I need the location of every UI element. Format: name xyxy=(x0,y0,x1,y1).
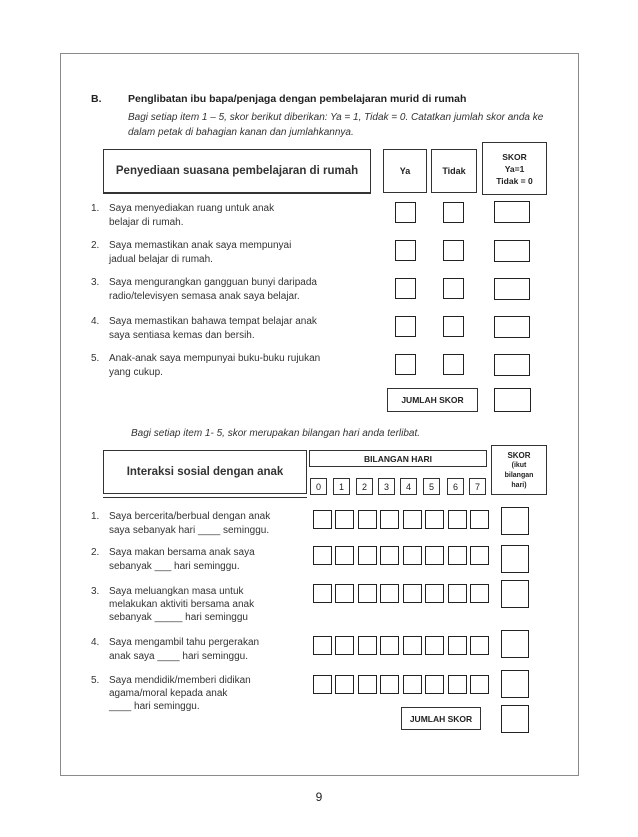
day-label-1: 1 xyxy=(333,478,350,495)
item3-ya-checkbox[interactable] xyxy=(395,278,416,299)
day-checkbox[interactable] xyxy=(358,675,377,694)
table2-total-box[interactable] xyxy=(501,705,529,733)
day-label-6: 6 xyxy=(447,478,464,495)
table1-total-label: JUMLAH SKOR xyxy=(387,388,478,412)
section-instruction: Bagi setiap item 1 – 5, skor berikut diberikan: Ya = 1, Tidak = 0. Catatkan jumlah skor anda ke dalam petak di bahagian kanan dan jumlahkannya. xyxy=(128,112,544,138)
table2-skor-line4: hari) xyxy=(511,481,527,489)
table1-col-tidak: Tidak xyxy=(431,149,477,193)
table2-item-1 xyxy=(91,510,311,542)
table1-item-4 xyxy=(91,315,381,345)
item-text-line2: yang cukup. xyxy=(109,367,163,378)
item4-ya-checkbox[interactable] xyxy=(395,316,416,337)
item2-tidak-checkbox[interactable] xyxy=(443,240,464,261)
item-text-line1: Saya memastikan bahawa tempat belajar anak xyxy=(109,316,317,327)
table1-col-ya: Ya xyxy=(383,149,427,193)
table1-skor-line2: Ya=1 xyxy=(504,163,525,174)
table1-item-3 xyxy=(91,276,381,306)
table2-skor-line3: bilangan xyxy=(504,471,534,479)
item3-skor-box[interactable] xyxy=(494,278,530,300)
day-checkbox[interactable] xyxy=(470,584,489,603)
day-checkbox[interactable] xyxy=(358,636,377,655)
table2-skor-line2: (ikut xyxy=(511,461,527,469)
item-number: 1. xyxy=(91,203,100,214)
day-checkbox[interactable] xyxy=(403,584,422,603)
day-checkbox[interactable] xyxy=(358,510,377,529)
day-label-5: 5 xyxy=(423,478,440,495)
item4-skor-box[interactable] xyxy=(494,316,530,338)
item-number: 2. xyxy=(91,547,100,558)
table2-total-label: JUMLAH SKOR xyxy=(401,707,481,730)
item1-skor-box[interactable] xyxy=(501,507,529,535)
day-checkbox[interactable] xyxy=(335,675,354,694)
table1-item-5 xyxy=(91,352,381,382)
item-text-line2: belajar di rumah. xyxy=(109,217,184,228)
day-checkbox[interactable] xyxy=(425,510,444,529)
day-checkbox[interactable] xyxy=(470,546,489,565)
day-checkbox[interactable] xyxy=(358,546,377,565)
day-checkbox[interactable] xyxy=(313,510,332,529)
day-label-0: 0 xyxy=(310,478,327,495)
day-label-3: 3 xyxy=(378,478,395,495)
day-checkbox[interactable] xyxy=(380,675,399,694)
item-text-line1: Saya meluangkan masa untuk xyxy=(109,586,244,597)
day-checkbox[interactable] xyxy=(448,510,467,529)
table2-col-skor xyxy=(491,445,547,495)
item5-tidak-checkbox[interactable] xyxy=(443,354,464,375)
day-checkbox[interactable] xyxy=(425,636,444,655)
item-number: 3. xyxy=(91,586,100,597)
section-title: Penglibatan ibu bapa/penjaga dengan pembelajaran murid di rumah xyxy=(128,93,467,105)
item-text-line2: sebanyak ___ hari seminggu. xyxy=(109,561,240,572)
day-checkbox[interactable] xyxy=(470,675,489,694)
item-text-line2: saya sebanyak hari ____ seminggu. xyxy=(109,525,270,536)
section2-instruction: Bagi setiap item 1- 5, skor merupakan bilangan hari anda terlibat. xyxy=(131,428,421,439)
day-checkbox[interactable] xyxy=(425,675,444,694)
item5-skor-box[interactable] xyxy=(494,354,530,376)
table1-skor-line1: SKOR xyxy=(502,151,527,162)
day-checkbox[interactable] xyxy=(313,636,332,655)
day-checkbox[interactable] xyxy=(470,636,489,655)
item-text-line1: Saya mendidik/memberi didikan xyxy=(109,675,251,686)
item-text-line1: Anak-anak saya mempunyai buku-buku rujukan xyxy=(109,353,321,364)
item-text-line1: Saya memastikan anak saya mempunyai xyxy=(109,240,292,251)
days-title: BILANGAN HARI xyxy=(309,450,487,467)
item-text-line2: radio/televisyen semasa anak saya belajar. xyxy=(109,291,300,302)
day-checkbox[interactable] xyxy=(403,675,422,694)
item-text-line2: melakukan aktiviti bersama anak xyxy=(109,599,255,610)
item1-skor-box[interactable] xyxy=(494,201,530,223)
item-text-line1: Saya makan bersama anak saya xyxy=(109,547,255,558)
item1-tidak-checkbox[interactable] xyxy=(443,202,464,223)
table2-header: Interaksi sosial dengan anak xyxy=(103,450,307,494)
day-checkbox[interactable] xyxy=(335,584,354,603)
day-checkbox[interactable] xyxy=(448,636,467,655)
table2-header-underline xyxy=(103,497,307,498)
item-text-line2: saya sentiasa kemas dan bersih. xyxy=(109,330,255,341)
day-checkbox[interactable] xyxy=(403,546,422,565)
item-number: 5. xyxy=(91,675,100,686)
day-label-2: 2 xyxy=(356,478,373,495)
day-checkbox[interactable] xyxy=(335,546,354,565)
item-text-line1: Saya mengurangkan gangguan bunyi daripada xyxy=(109,277,317,288)
section-letter: B. xyxy=(91,93,102,105)
table2-item-5 xyxy=(91,674,311,718)
item-number: 4. xyxy=(91,637,100,648)
item-text-line2: agama/moral kepada anak xyxy=(109,688,228,699)
day-checkbox[interactable] xyxy=(380,546,399,565)
table1-header-underline xyxy=(103,193,371,194)
table2-skor-line1: SKOR xyxy=(507,450,531,460)
day-checkbox[interactable] xyxy=(448,675,467,694)
day-checkbox[interactable] xyxy=(313,675,332,694)
item2-skor-box[interactable] xyxy=(494,240,530,262)
item-text-line2: jadual belajar di rumah. xyxy=(109,254,213,265)
day-checkbox[interactable] xyxy=(448,584,467,603)
item-number: 5. xyxy=(91,353,100,364)
table2-item-2 xyxy=(91,546,311,578)
day-checkbox[interactable] xyxy=(335,510,354,529)
item5-ya-checkbox[interactable] xyxy=(395,354,416,375)
day-checkbox[interactable] xyxy=(425,584,444,603)
item3-skor-box[interactable] xyxy=(501,580,529,608)
day-checkbox[interactable] xyxy=(403,636,422,655)
item-text-line3: sebanyak _____ hari seminggu xyxy=(109,612,248,623)
day-checkbox[interactable] xyxy=(380,636,399,655)
item-number: 2. xyxy=(91,240,100,251)
item-text-line1: Saya mengambil tahu pergerakan xyxy=(109,637,260,648)
item2-skor-box[interactable] xyxy=(501,545,529,573)
day-checkbox[interactable] xyxy=(313,584,332,603)
page-number: 9 xyxy=(315,790,323,804)
item-text-line2: anak saya ____ hari seminggu. xyxy=(109,651,248,662)
item2-ya-checkbox[interactable] xyxy=(395,240,416,261)
table2-item-3 xyxy=(91,585,311,629)
item3-tidak-checkbox[interactable] xyxy=(443,278,464,299)
day-checkbox[interactable] xyxy=(335,636,354,655)
table1-total-box[interactable] xyxy=(494,388,531,412)
item4-skor-box[interactable] xyxy=(501,630,529,658)
table1-col-skor xyxy=(482,142,547,195)
item5-skor-box[interactable] xyxy=(501,670,529,698)
day-checkbox[interactable] xyxy=(380,584,399,603)
day-checkbox[interactable] xyxy=(380,510,399,529)
item-number: 4. xyxy=(91,316,100,327)
day-checkbox[interactable] xyxy=(358,584,377,603)
item-text-line1: Saya bercerita/berbual dengan anak xyxy=(109,511,271,522)
item4-tidak-checkbox[interactable] xyxy=(443,316,464,337)
item-text-line3: ____ hari seminggu. xyxy=(109,701,200,712)
day-checkbox[interactable] xyxy=(403,510,422,529)
day-label-7: 7 xyxy=(469,478,486,495)
table1-header: Penyediaan suasana pembelajaran di rumah xyxy=(103,149,371,193)
item-number: 3. xyxy=(91,277,100,288)
table2-item-4 xyxy=(91,636,311,668)
item-number: 1. xyxy=(91,511,100,522)
day-checkbox[interactable] xyxy=(425,546,444,565)
day-checkbox[interactable] xyxy=(470,510,489,529)
day-checkbox[interactable] xyxy=(448,546,467,565)
day-label-4: 4 xyxy=(400,478,417,495)
table1-skor-line3: Tidak = 0 xyxy=(496,175,533,186)
day-checkbox[interactable] xyxy=(313,546,332,565)
item1-ya-checkbox[interactable] xyxy=(395,202,416,223)
table1-item-1 xyxy=(91,202,381,232)
table1-item-2 xyxy=(91,239,381,269)
item-text-line1: Saya menyediakan ruang untuk anak xyxy=(109,203,275,214)
